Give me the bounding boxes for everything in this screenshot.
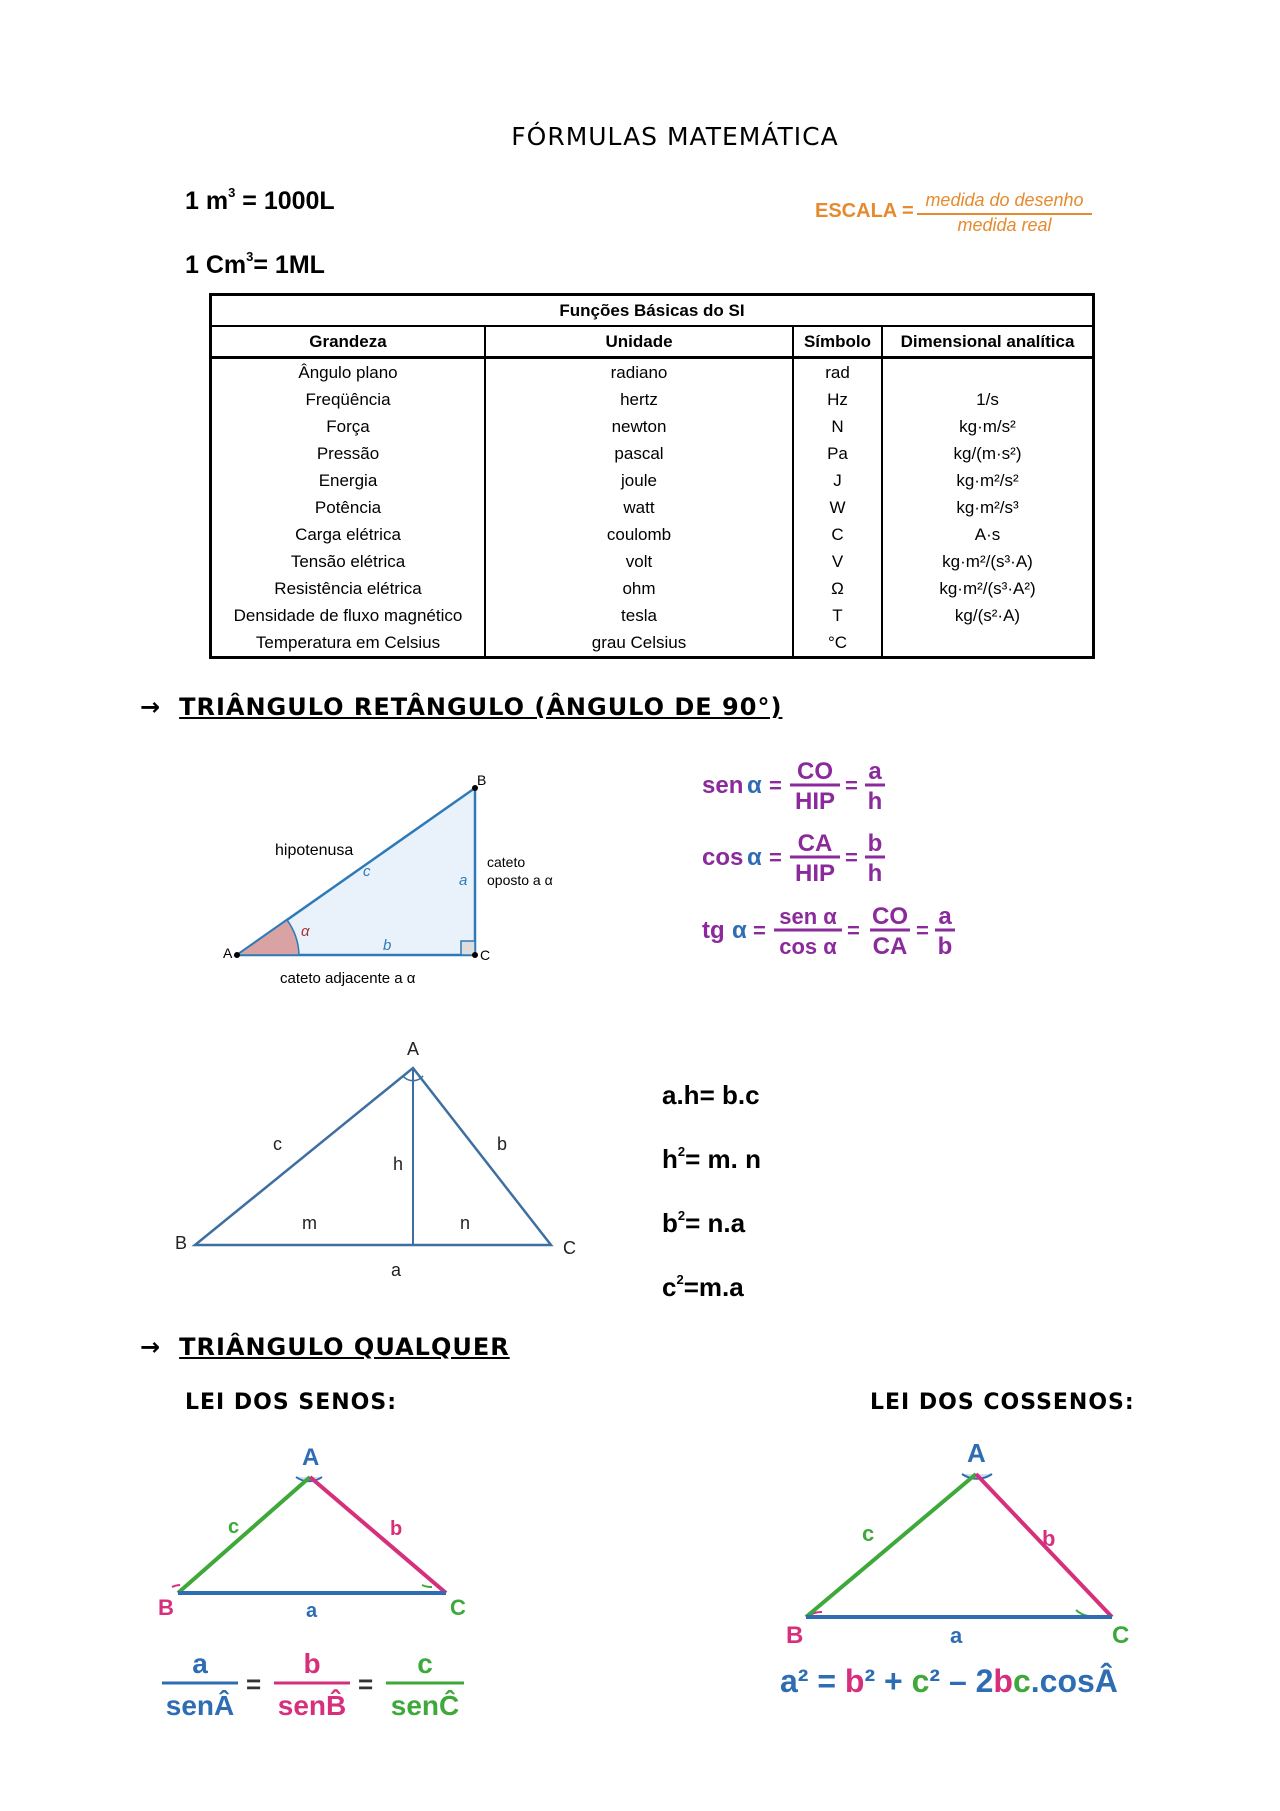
cell-grandeza: Temperatura em Celsius	[211, 629, 486, 658]
tg-alpha: α	[732, 917, 747, 944]
section-any-triangle: → TRIÂNGULO QUALQUER	[140, 1333, 510, 1361]
cossenos-vertex-c: C	[1112, 1622, 1130, 1649]
tg-eq: =	[753, 918, 766, 943]
adj-label: cateto adjacente a α	[280, 970, 416, 987]
unit-cm3: 1 $Cm^3= 1ML$	[185, 249, 325, 279]
sen-den1: HIP	[794, 788, 836, 815]
cell-grandeza: Energia	[211, 467, 486, 494]
cell-grandeza: Carga elétrica	[211, 521, 486, 548]
si-body	[211, 358, 1094, 658]
escala-denominator: medida real	[957, 215, 1052, 235]
cell-grandeza: Tensão elétrica	[211, 548, 486, 575]
senos-label-a: a	[306, 1600, 318, 1622]
cell-simbolo: J	[793, 467, 882, 494]
si-row	[211, 386, 1094, 413]
ht-vertex-b: B	[175, 1233, 188, 1253]
cell-dimensional: kg·m²/(s³·A²)	[882, 575, 1094, 602]
lei-senos-title: LEI DOS SENOS:	[185, 1390, 397, 1415]
si-row	[211, 548, 1094, 575]
si-row	[211, 440, 1094, 467]
si-row	[211, 358, 1094, 387]
cell-simbolo: Pa	[793, 440, 882, 467]
senos-eq1: =	[246, 1669, 262, 1699]
cell-unidade: newton	[485, 413, 793, 440]
si-row	[211, 413, 1094, 440]
ht-height-h: h	[393, 1154, 404, 1174]
right-triangle-diagram	[215, 770, 595, 990]
cossenos-label-a: a	[950, 1623, 963, 1648]
cell-grandeza: Pressão	[211, 440, 486, 467]
cell-simbolo: Ω	[793, 575, 882, 602]
vertex-b: B	[477, 772, 487, 788]
cell-simbolo: C	[793, 521, 882, 548]
senos-side-b	[310, 1477, 446, 1593]
senos-label-c: c	[228, 1516, 240, 1538]
angle-alpha-arc	[237, 920, 299, 955]
vertex-a-dot	[234, 952, 240, 958]
cell-simbolo: V	[793, 548, 882, 575]
sen-num2: a	[868, 758, 882, 785]
cos-eq: =	[769, 845, 782, 870]
senos-f2-num: b	[303, 1648, 321, 1679]
si-row	[211, 467, 1094, 494]
cos-den2: h	[867, 860, 883, 887]
col-simbolo: Símbolo	[793, 326, 882, 358]
cell-grandeza: Potência	[211, 494, 486, 521]
cell-dimensional: kg·m/s²	[882, 413, 1094, 440]
cell-unidade: joule	[485, 467, 793, 494]
si-caption: Funções Básicas do SI	[211, 295, 1094, 327]
sen-num1: CO	[797, 758, 833, 785]
ht-side-b: b	[497, 1134, 508, 1154]
cell-dimensional: kg·m²/(s³·A)	[882, 548, 1094, 575]
senos-eq2: =	[358, 1669, 374, 1699]
vertex-c-dot	[472, 952, 478, 958]
side-c: c	[363, 863, 371, 880]
page-title: FÓRMULAS MATEMÁTICA	[511, 122, 839, 151]
sen-alpha: α	[747, 772, 762, 799]
tg-den3: b	[937, 933, 953, 960]
cos-num1: CA	[797, 830, 833, 857]
cell-simbolo: rad	[793, 358, 882, 387]
cossenos-vertex-a: A	[967, 1438, 986, 1468]
ht-side-a: a	[391, 1260, 402, 1280]
si-row	[211, 629, 1094, 658]
cell-unidade: tesla	[485, 602, 793, 629]
cell-dimensional: A·s	[882, 521, 1094, 548]
hyp-label: hipotenusa	[275, 842, 354, 859]
si-row	[211, 494, 1094, 521]
ht-vertex-a: A	[407, 1039, 420, 1059]
sen-eq: =	[769, 773, 782, 798]
cell-dimensional	[882, 629, 1094, 658]
si-row	[211, 521, 1094, 548]
opp-label-1: cateto	[487, 854, 526, 870]
senos-vertex-b: B	[158, 1595, 174, 1620]
senos-f3-den: senĈ	[390, 1690, 460, 1721]
lei-cossenos-diagram	[770, 1430, 1150, 1710]
senos-f2-den: senB̂	[277, 1690, 347, 1721]
cell-grandeza: Freqüência	[211, 386, 486, 413]
cell-unidade: coulomb	[485, 521, 793, 548]
ht-vertex-c: C	[563, 1238, 576, 1258]
opp-label-2: oposto a α	[487, 872, 553, 888]
senos-f3-num: c	[417, 1648, 433, 1679]
lei-senos-diagram	[150, 1435, 490, 1735]
angle-alpha: α	[301, 923, 310, 940]
cell-unidade: radiano	[485, 358, 793, 387]
side-b: b	[383, 937, 392, 954]
cell-dimensional: kg/(m·s²)	[882, 440, 1094, 467]
cossenos-vertex-b: B	[786, 1622, 804, 1649]
cossenos-side-c	[806, 1474, 976, 1617]
si-row	[211, 602, 1094, 629]
cell-grandeza: Densidade de fluxo magnético	[211, 602, 486, 629]
relation-h2: $h^2= m$. n	[662, 1144, 761, 1174]
cell-unidade: grau Celsius	[485, 629, 793, 658]
tg-den1: cos α	[779, 934, 837, 959]
cell-dimensional	[882, 358, 1094, 387]
escala-numerator: medida do desenho	[917, 190, 1092, 215]
tg-num1: sen α	[779, 904, 837, 929]
sen-lhs: sen	[702, 772, 744, 799]
lei-cossenos-title: LEI DOS COSSENOS:	[870, 1390, 1135, 1415]
senos-f1-den: senÂ	[165, 1690, 235, 1721]
cell-simbolo: T	[793, 602, 882, 629]
col-unidade: Unidade	[485, 326, 793, 358]
height-triangle-shape	[195, 1068, 551, 1245]
col-grandeza: Grandeza	[211, 326, 486, 358]
ht-segment-n: n	[460, 1213, 471, 1233]
senos-f1-num: a	[192, 1648, 208, 1679]
si-table	[209, 293, 1095, 659]
relation-b2: $b^2= n.a$	[662, 1208, 746, 1238]
sen-eq2: =	[845, 773, 858, 798]
side-a: a	[459, 872, 468, 889]
si-row	[211, 575, 1094, 602]
cos-den1: HIP	[794, 860, 836, 887]
cell-simbolo: N	[793, 413, 882, 440]
cell-unidade: pascal	[485, 440, 793, 467]
cell-unidade: hertz	[485, 386, 793, 413]
tg-eq3: =	[916, 918, 929, 943]
unit-m3: 1 $m^3 = 1000L$	[185, 185, 335, 215]
cell-grandeza: Força	[211, 413, 486, 440]
cell-unidade: watt	[485, 494, 793, 521]
cos-alpha: α	[747, 844, 762, 871]
senos-side-c	[178, 1477, 310, 1593]
cell-simbolo: W	[793, 494, 882, 521]
tg-den2: CA	[872, 933, 908, 960]
tg-num2: CO	[872, 903, 908, 930]
cell-grandeza: Ângulo plano	[211, 358, 486, 387]
ht-side-c: c	[273, 1134, 282, 1154]
senos-vertex-a: A	[302, 1444, 320, 1471]
senos-vertex-c: C	[450, 1595, 466, 1620]
cell-dimensional: kg/(s²·A)	[882, 602, 1094, 629]
cell-dimensional: kg·m²/s²	[882, 467, 1094, 494]
relation-ah-bc: a.h= b.c	[662, 1080, 760, 1110]
tg-eq2: =	[847, 918, 860, 943]
section-right-triangle: → TRIÂNGULO RETÂNGULO (ÂNGULO DE 90°)	[140, 693, 783, 721]
cos-lhs: cos	[702, 844, 744, 871]
trig-formulas	[690, 750, 1010, 970]
vertex-a: A	[223, 945, 233, 961]
sen-den2: h	[867, 788, 883, 815]
ht-segment-m: m	[302, 1213, 317, 1233]
cell-unidade: ohm	[485, 575, 793, 602]
height-triangle-diagram	[165, 1030, 595, 1290]
cell-unidade: volt	[485, 548, 793, 575]
cossenos-label-b: b	[1042, 1526, 1056, 1551]
cell-simbolo: Hz	[793, 386, 882, 413]
vertex-c: C	[480, 947, 491, 963]
cell-simbolo: °C	[793, 629, 882, 658]
col-dimensional: Dimensional analítica	[882, 326, 1094, 358]
cossenos-formula: a² = b² + c² – 2bc.cosÂ	[780, 1663, 1118, 1699]
tg-num3: a	[938, 903, 952, 930]
senos-label-b: b	[390, 1518, 403, 1540]
cell-grandeza: Resistência elétrica	[211, 575, 486, 602]
tg-lhs: tg	[702, 917, 725, 944]
cos-eq2: =	[845, 845, 858, 870]
relation-c2: $c^2=m.a$	[662, 1272, 744, 1302]
cell-dimensional: 1/s	[882, 386, 1094, 413]
cos-num2: b	[867, 830, 883, 857]
cell-dimensional: kg·m²/s³	[882, 494, 1094, 521]
cossenos-label-c: c	[862, 1521, 875, 1546]
